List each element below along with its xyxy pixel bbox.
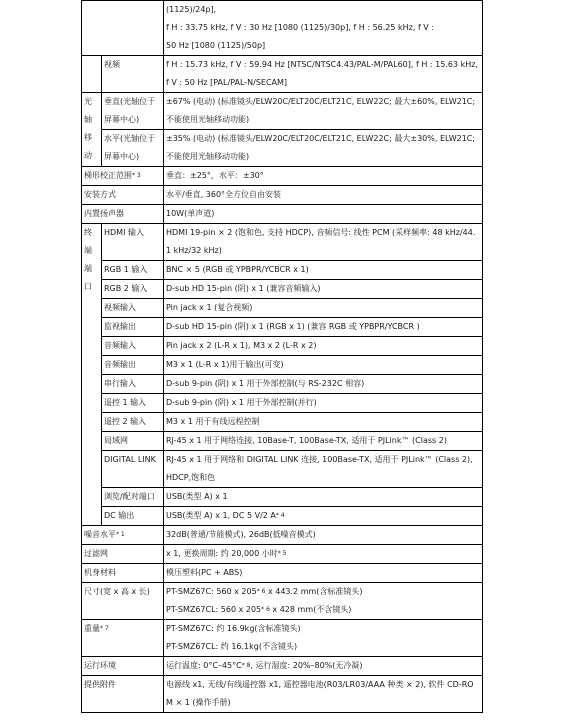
row-label: 内置扬声器 [82, 205, 164, 224]
table-row [82, 488, 483, 507]
row-label: 安装方式 [82, 186, 164, 205]
table-row [82, 620, 483, 657]
row-value: D-sub HD 15-pin (阴) x 1 (RGB x 1) (兼容 RGB 或 YPBPR/YCBCR ) [164, 318, 483, 337]
row-value: PT-SMZ67C: 560 x 205$^{* 6}$ x 443.2 mm(含标准镜头) PT-SMZ67CL: 560 x 205$^{* 6}$ x 428 mm(不含镜头) [164, 583, 483, 620]
row-sublabel: 音频输入 [102, 337, 164, 356]
spec-sheet [81, 0, 483, 713]
row-sublabel: 监视输出 [102, 318, 164, 337]
text-line: f H : 33.75 kHz, f V : 30 Hz [1080 (1125)/30p], f H : 56.25 kHz, f V : [166, 23, 435, 32]
table-row [82, 224, 483, 261]
table-row [82, 375, 483, 394]
footnote-mark: * 6 [261, 606, 270, 613]
row-value: PT-SMZ67C: 约 16.9kg(含标准镜头) PT-SMZ67CL: 约 16.1kg(不含镜头) [164, 620, 483, 657]
row-sublabel: 局域网 [102, 432, 164, 451]
row-label: 光轴移动 [82, 93, 102, 167]
row-label: 提供附件 [82, 676, 164, 713]
row-value: M3 x 1 用于有线远程控制 [164, 413, 483, 432]
footnote-mark: * 1 [116, 531, 125, 538]
row-label: 机身材料 [82, 564, 164, 583]
row-value: ±35% (电动) (标准镜头/ELW20C/ELT20C/ELT21C, ELW22C; 最大±30%, ELW21C; 不能使用光轴移动功能) [164, 130, 483, 167]
row-value: RJ-45 x 1 用于网络连接, 10Base-T, 100Base-TX, 适用于 PJLink™ (Class 2) [164, 432, 483, 451]
row-label: 重量$^{* 7}$ [82, 620, 164, 657]
empty-cell [82, 1, 164, 56]
row-label: 运行环境 [82, 657, 164, 676]
row-label: 视频 [102, 56, 164, 93]
row-value: 模压塑料(PC + ABS) [164, 564, 483, 583]
row-label: 梯形校正范围$^{* 3}$ [82, 167, 164, 186]
row-value: USB(类型 A) x 1 [164, 488, 483, 507]
table-row [82, 526, 483, 545]
row-value: D-sub 9-pin (阴) x 1 用于外部控制(与 RS-232C 相容) [164, 375, 483, 394]
row-label: 过滤网 [82, 545, 164, 564]
footnote-mark: * 5 [277, 550, 287, 557]
row-value: 运行温度: $0^\circ C-45^\circ C^{* 8}$, 运行湿度: 20%–80%(无冷凝) [164, 657, 483, 676]
row-value: M3 x 1 (L-R x 1)用于输出(可变) [164, 356, 483, 375]
table-row [82, 205, 483, 224]
signal-continuation [164, 1, 483, 56]
table-row [82, 56, 483, 93]
table-row [82, 186, 483, 205]
table-row [82, 280, 483, 299]
row-value: 垂直：±25°，水平：±30° [164, 167, 483, 186]
footnote-mark: * 8 [241, 662, 251, 669]
table-row [82, 657, 483, 676]
table-row [82, 676, 483, 713]
row-sublabel: 遥控 2 输入 [102, 413, 164, 432]
table-row [82, 394, 483, 413]
row-sublabel: 垂直(光轴位于屏幕中心) [102, 93, 164, 130]
footnote-mark: * 6 [256, 588, 266, 595]
table-row [82, 130, 483, 167]
row-label: 噪音水平$^{* 1}$ [82, 526, 164, 545]
footnote-mark: * 7 [100, 625, 109, 632]
table-row [82, 545, 483, 564]
row-sublabel: 视频输入 [102, 299, 164, 318]
row-value: 10W(单声道) [164, 205, 483, 224]
row-value: USB(类型 A) x 1, DC 5 V/2 $A^{* 4}$ [164, 507, 483, 526]
row-value: x 1, 更换周期: 约 20,000 小时$^{* 5}$ [164, 545, 483, 564]
table-row [82, 583, 483, 620]
row-sublabel: RGB 2 输入 [102, 280, 164, 299]
row-value: Pin jack x 2 (L-R x 1), M3 x 2 (L-R x 2) [164, 337, 483, 356]
table-row [82, 564, 483, 583]
spec-table [81, 0, 483, 713]
row-sublabel: RGB 1 输入 [102, 261, 164, 280]
row-sublabel: 音频输出 [102, 356, 164, 375]
row-value: D-sub 9-pin (阴) x 1 用于外部控制(并行) [164, 394, 483, 413]
row-value: D-sub HD 15-pin (阴) x 1 (兼容音频输入) [164, 280, 483, 299]
row-label: 尺寸(宽 x 高 x 长) [82, 583, 164, 620]
row-sublabel: 水平(光轴位于屏幕中心) [102, 130, 164, 167]
row-value: 32dB(普通/节能模式), 26dB(低噪音模式) [164, 526, 483, 545]
empty-cell [82, 56, 102, 93]
row-sublabel: 遥控 1 输入 [102, 394, 164, 413]
text-line: 50 Hz [1080 (1125)/50p] [166, 41, 266, 50]
table-row [82, 93, 483, 130]
row-value: HDMI 19-pin × 2 (饱和色, 支持 HDCP), 音频信号: 线性 PCM (采样频率: 48 kHz/44.1 kHz/32 kHz) [164, 224, 483, 261]
row-sublabel: 串行输入 [102, 375, 164, 394]
table-row [82, 451, 483, 488]
table-row [82, 432, 483, 451]
table-row [82, 299, 483, 318]
row-value: ±67% (电动) (标准镜头/ELW20C/ELT20C/ELT21C, ELW22C; 最大±60%, ELW21C; 不能使用光轴移动功能) [164, 93, 483, 130]
row-value: 电源线 x1, 无线/有线遥控器 x1, 遥控器电池(R03/LR03/AAA 种类 × 2), 软件 CD-ROM × 1 (操作手册) [164, 676, 483, 713]
table-row [82, 413, 483, 432]
table-row [82, 261, 483, 280]
row-sublabel: 浏览/配对端口 [102, 488, 164, 507]
table-row [82, 1, 483, 56]
table-row [82, 167, 483, 186]
footnote-mark: * 3 [132, 172, 141, 179]
row-value: BNC × 5 (RGB 或 YPBPR/YCBCR x 1) [164, 261, 483, 280]
row-sublabel: DC 输出 [102, 507, 164, 526]
row-value: Pin jack x 1 (复合视频) [164, 299, 483, 318]
row-label: 终端端口 [82, 224, 102, 526]
table-row [82, 337, 483, 356]
table-row [82, 356, 483, 375]
row-value: f H : 15.73 kHz, f V : 59.94 Hz [NTSC/NTSC4.43/PAL-M/PAL60], f H : 15.63 kHz, f V : 50 Hz [PAL/PAL-N/SECAM] [164, 56, 483, 93]
table-row [82, 507, 483, 526]
row-value: 水平/垂直, 360°全方位自由安装 [164, 186, 483, 205]
row-sublabel: HDMI 输入 [102, 224, 164, 261]
text-line: (1125)/24p], [166, 5, 217, 14]
table-row [82, 318, 483, 337]
row-sublabel: DIGITAL LINK [102, 451, 164, 488]
row-value: RJ-45 x 1 用于网络和 DIGITAL LINK 连接, 100Base-TX, 适用于 PJLink™ (Class 2), HDCP,饱和色 [164, 451, 483, 488]
footnote-mark: * 4 [275, 512, 285, 519]
